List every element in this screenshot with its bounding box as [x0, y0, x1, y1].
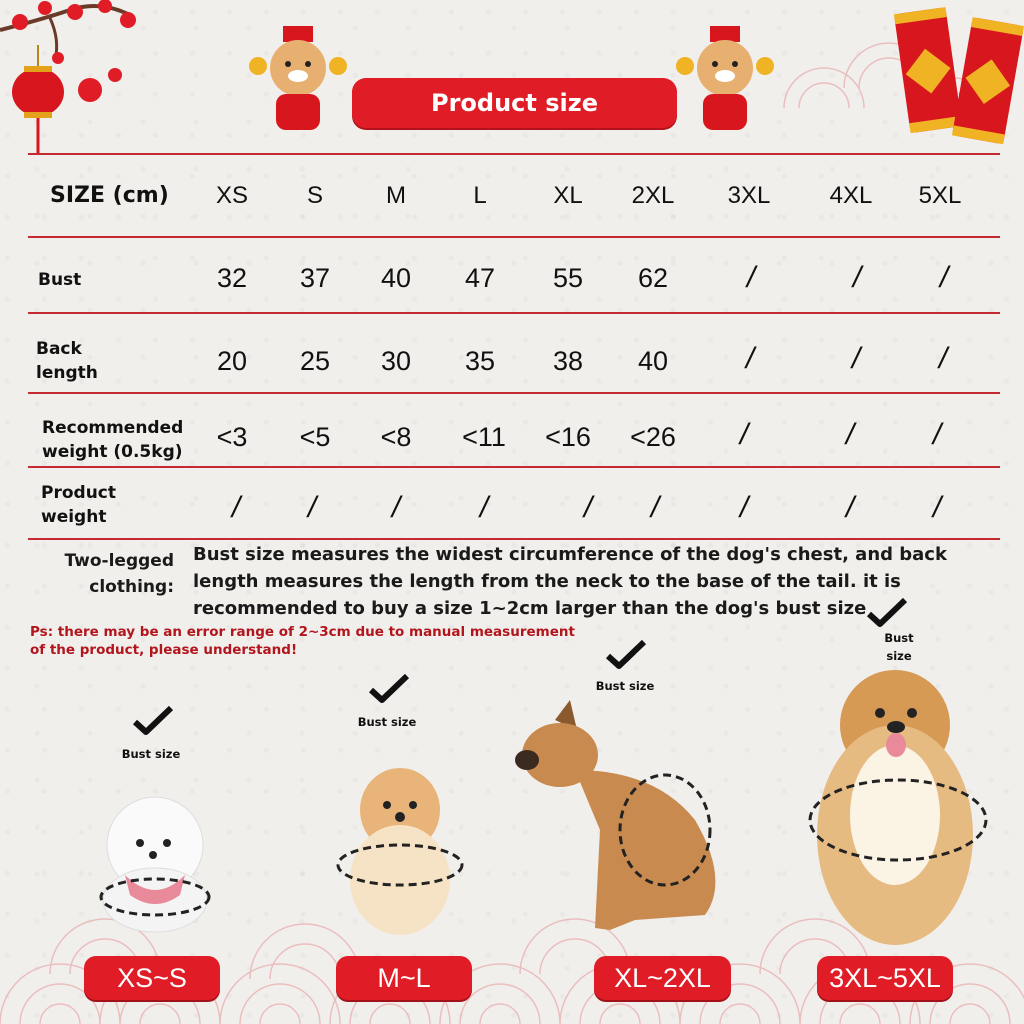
table-cell: 20 — [216, 346, 248, 376]
page-title: Product size — [352, 78, 677, 128]
table-cell: / — [932, 418, 942, 451]
plum-blossom-lantern — [0, 0, 160, 160]
table-cell: / — [391, 491, 401, 524]
table-cell: / — [231, 491, 241, 524]
table-cell: 32 — [216, 263, 248, 293]
table-cell: 62 — [637, 263, 669, 293]
bust-size-label: Bust size — [595, 679, 655, 693]
note-text: Bust size measures the widest circumference of the dog's chest, and back length measures the length from the neck to the base of the tail. it is recommended to buy a size 1~2cm larger than the dog's bust size — [193, 544, 947, 619]
french-bulldog-photo — [515, 700, 735, 940]
table-cell: 38 — [552, 346, 584, 376]
table-cell: / — [739, 491, 749, 524]
bust-size-label: Bust size — [884, 631, 914, 663]
table-cell: / — [746, 261, 756, 294]
checkmark-icon — [605, 638, 647, 672]
size-group-xs-s: XS~S — [84, 956, 220, 1000]
table-cell: <8 — [380, 422, 412, 452]
table-rule — [28, 153, 1000, 155]
table-rule — [28, 538, 1000, 540]
size-col-header: S — [306, 182, 324, 209]
table-cell: / — [583, 491, 593, 524]
pomeranian-orange-photo — [325, 755, 475, 945]
row-label-bust: Bust — [38, 270, 82, 290]
table-cell: / — [939, 261, 949, 294]
bust-size-label: Bust size — [357, 715, 417, 729]
dog-mascot-right — [675, 26, 775, 136]
size-col-header: M — [386, 182, 406, 209]
checkmark-icon — [132, 704, 174, 738]
table-cell: / — [307, 491, 317, 524]
table-rule — [28, 236, 1000, 238]
table-rule — [28, 466, 1000, 468]
table-cell: / — [845, 491, 855, 524]
table-cell: / — [932, 491, 942, 524]
table-cell: / — [845, 418, 855, 451]
table-cell: <16 — [545, 422, 591, 452]
table-cell: <11 — [462, 422, 506, 452]
firecrackers — [874, 0, 1024, 150]
table-cell: <5 — [299, 422, 331, 452]
table-cell: / — [745, 342, 755, 375]
table-cell: / — [739, 418, 749, 451]
size-group-xl-2xl: XL~2XL — [594, 956, 731, 1000]
row-label-recommended-weight: Recommended weight (0.5kg) — [42, 418, 184, 462]
table-cell: / — [851, 342, 861, 375]
row-label-back-length: Back length — [36, 339, 98, 383]
size-col-header: L — [473, 182, 487, 209]
checkmark-icon — [368, 672, 410, 706]
size-header-label: SIZE (cm) — [50, 183, 169, 208]
table-cell: 47 — [464, 263, 496, 293]
size-group-3xl-5xl: 3XL~5XL — [817, 956, 953, 1000]
size-col-header: 4XL — [829, 182, 873, 209]
table-cell: / — [938, 342, 948, 375]
row-label-product-weight: Product weight — [41, 483, 116, 527]
ps-note: Ps: there may be an error range of 2~3cm due to manual measurement of the product, please understand! — [30, 624, 575, 658]
table-cell: / — [852, 261, 862, 294]
table-cell: 37 — [299, 263, 331, 293]
pomeranian-white-photo — [95, 785, 215, 935]
size-col-header: XL — [553, 182, 583, 209]
table-cell: / — [479, 491, 489, 524]
table-cell: / — [650, 491, 660, 524]
size-col-header: 5XL — [918, 182, 962, 209]
table-cell: 40 — [637, 346, 669, 376]
table-cell: 30 — [380, 346, 412, 376]
note-label: Two-legged clothing: — [64, 551, 174, 597]
size-col-header: 3XL — [727, 182, 771, 209]
golden-retriever-photo — [790, 665, 1005, 955]
table-cell: 25 — [299, 346, 331, 376]
table-rule — [28, 392, 1000, 394]
table-cell: <26 — [630, 422, 676, 452]
size-col-header: XS — [215, 182, 249, 209]
table-cell: 55 — [552, 263, 584, 293]
table-cell: <3 — [216, 422, 248, 452]
checkmark-icon — [866, 596, 908, 630]
dog-mascot-left — [248, 26, 348, 136]
size-col-header: 2XL — [631, 182, 675, 209]
bust-size-label: Bust size — [121, 747, 181, 761]
size-group-m-l: M~L — [336, 956, 472, 1000]
table-rule — [28, 312, 1000, 314]
table-cell: 35 — [464, 346, 496, 376]
table-cell: 40 — [380, 263, 412, 293]
